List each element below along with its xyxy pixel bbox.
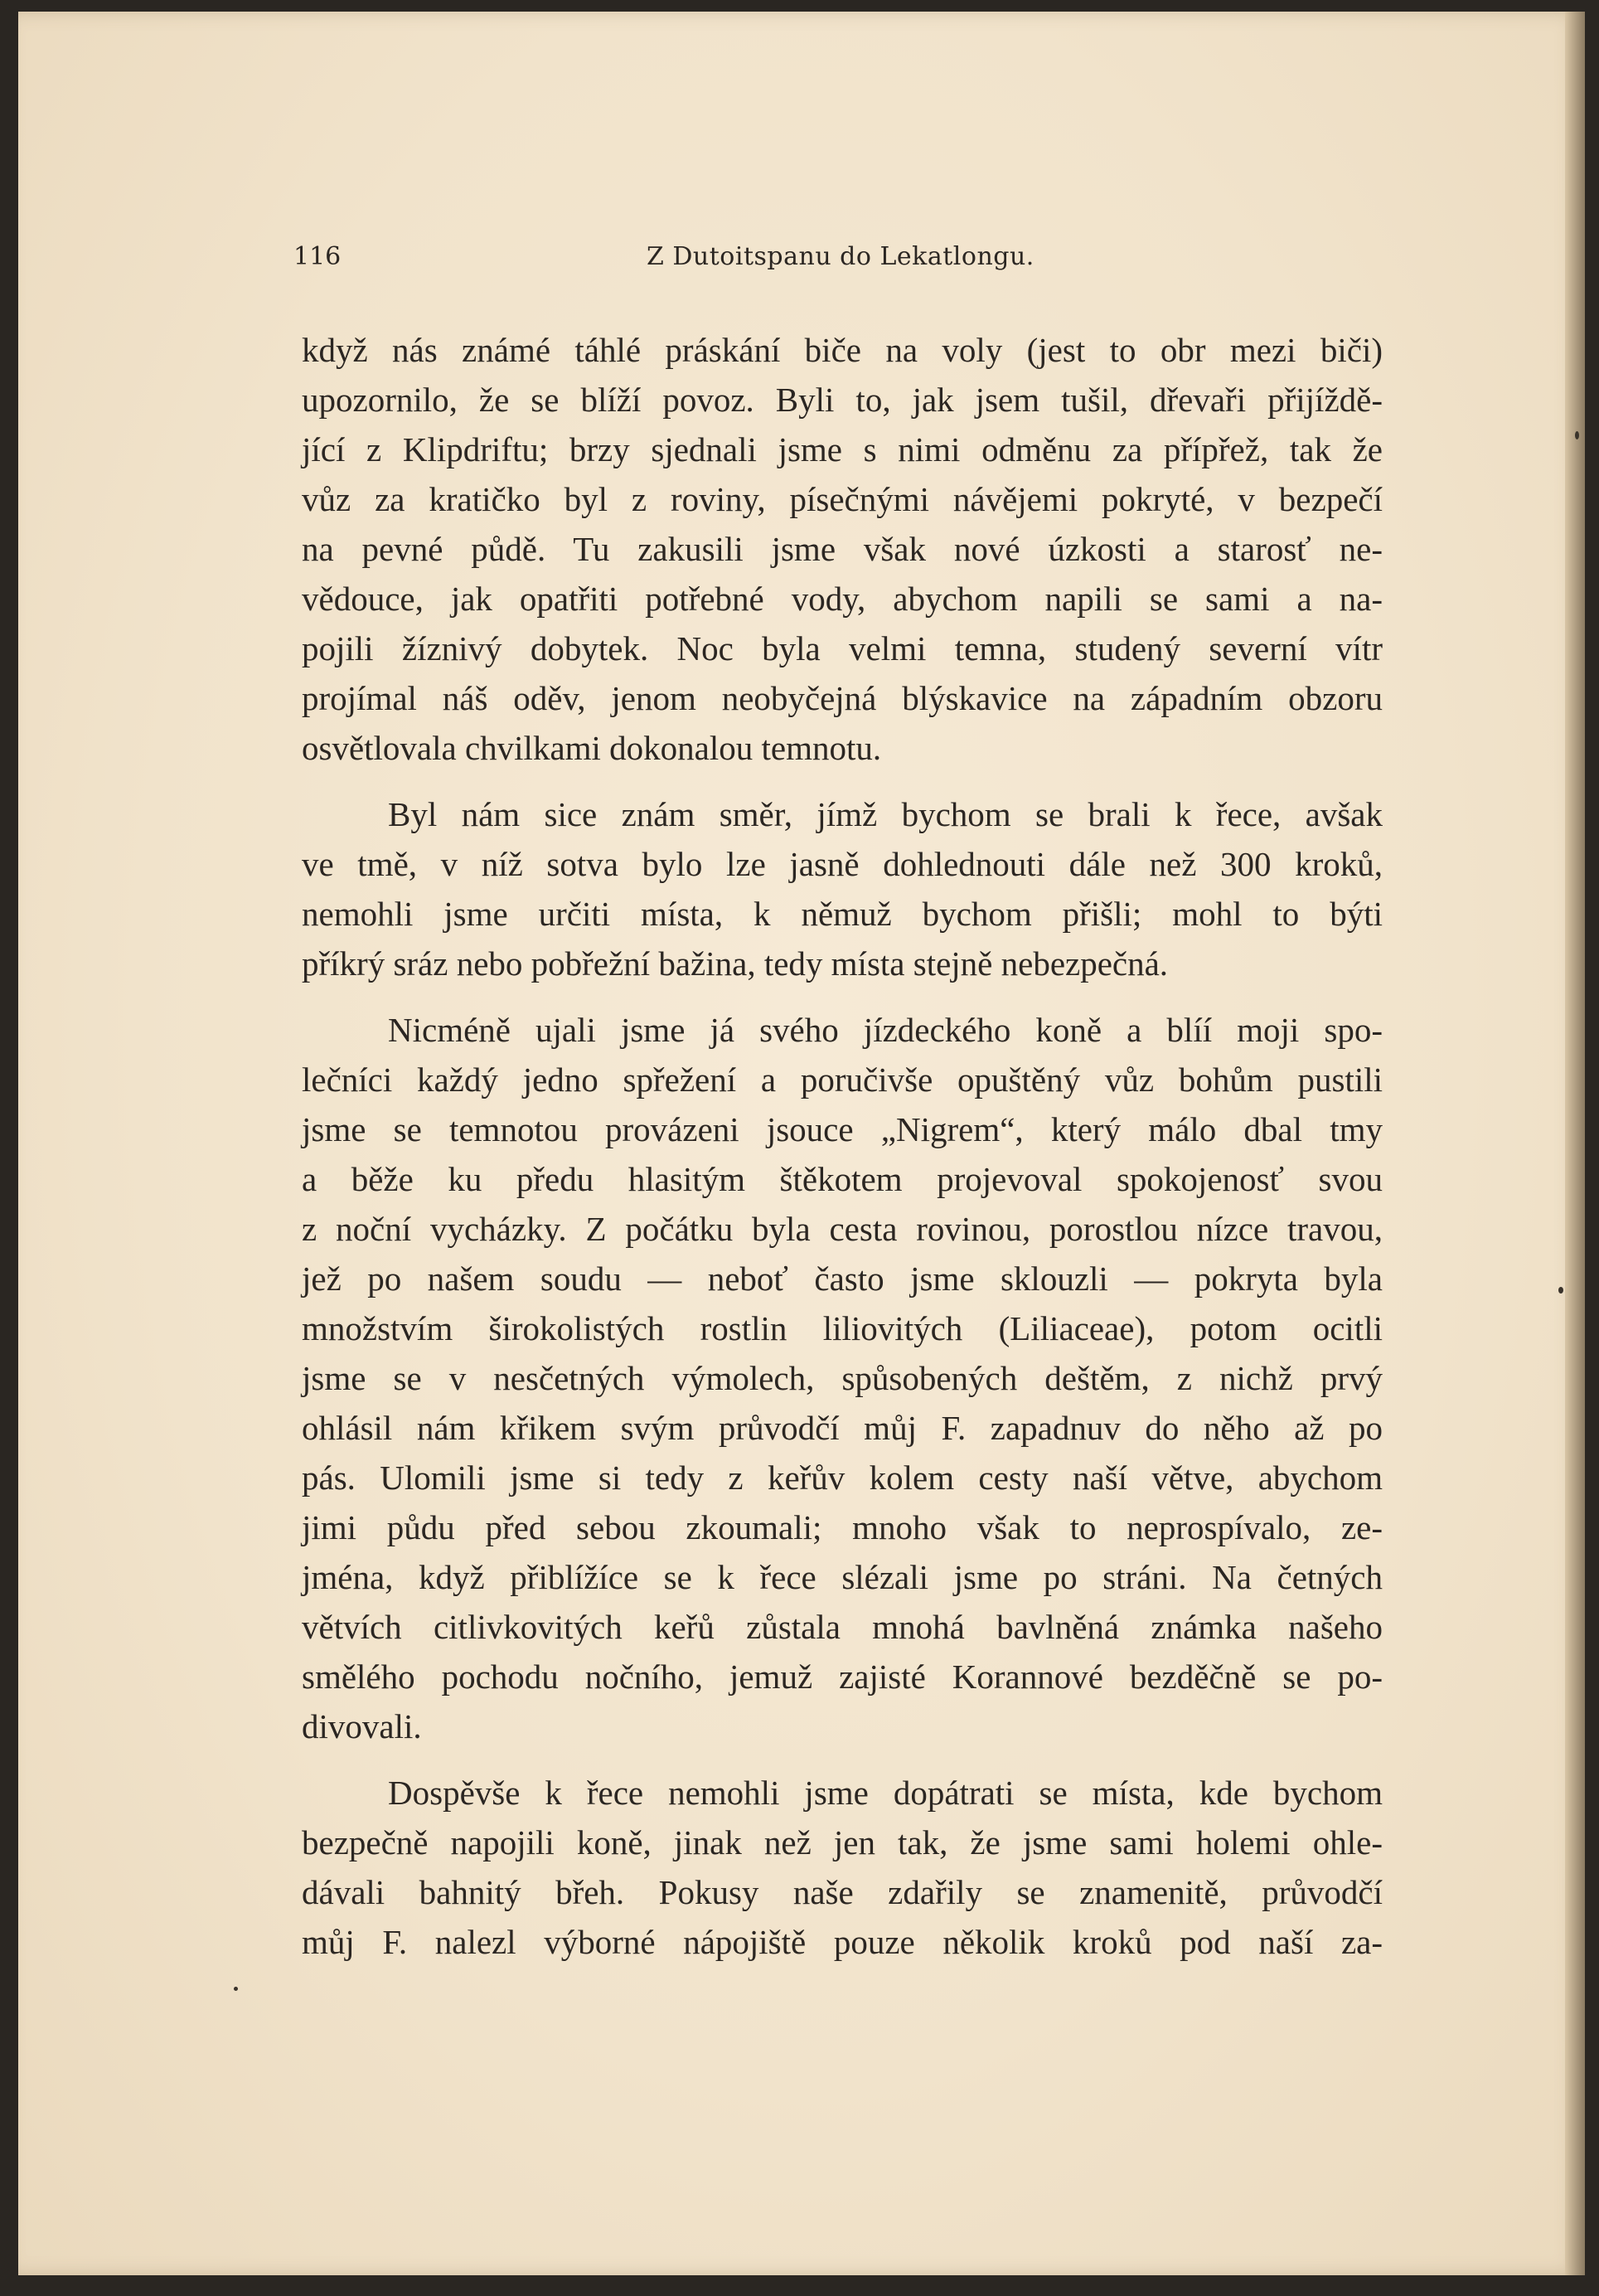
- paper-speck: [234, 1987, 238, 1991]
- text-line: ve tmě, v níž sotva bylo lze jasně dohlednouti dále než 300 kroků,: [302, 845, 1383, 883]
- text-line: ohlásil nám křikem svým průvodčí můj F. zapadnuv do něho až po: [302, 1409, 1383, 1447]
- text-line: projímal náš oděv, jenom neobyčejná blýskavice na západním obzoru: [302, 679, 1383, 717]
- text-line: lečníci každý jedno spřežení a poručivše opuštěný vůz bohům pustili: [302, 1061, 1383, 1099]
- text-line: jména, když přiblížíce se k řece slézali jsme po stráni. Na četných: [302, 1558, 1383, 1596]
- text-line: jsme se v nesčetných výmolech, spůsobených deštěm, z nichž prvý: [302, 1359, 1383, 1397]
- page-number: 116: [293, 242, 342, 271]
- text-line: jimi půdu před sebou zkoumali; mnoho však to neprospívalo, ze-: [302, 1508, 1383, 1546]
- text-line: jící z Klipdriftu; brzy sjednali jsme s nimi odměnu za přípřež, tak že: [302, 430, 1383, 468]
- text-line: jež po našem soudu — neboť často jsme sklouzli — pokryta byla: [302, 1260, 1383, 1298]
- text-line: pás. Ulomili jsme si tedy z keřův kolem cesty naší větve, abychom: [302, 1459, 1383, 1497]
- paragraph-4: [302, 1768, 1383, 1967]
- text-line: můj F. nalezl výborné nápojiště pouze několik kroků pod naší za-: [302, 1923, 1383, 1961]
- paragraph-2: [302, 789, 1383, 988]
- text-line: množstvím širokolistých rostlin liliovitých (Liliaceae), potom ocitli: [302, 1309, 1383, 1347]
- text-line: vědouce, jak opatřiti potřebné vody, abychom napili se sami a na-: [302, 580, 1383, 618]
- text-line: nemohli jsme určiti místa, k němuž bychom přišli; mohl to býti: [302, 895, 1383, 933]
- text-line: a běže ku předu hlasitým štěkotem projevoval spokojenosť svou: [302, 1160, 1383, 1198]
- text-line: na pevné půdě. Tu zakusili jsme však nové úzkosti a starosť ne-: [302, 530, 1383, 568]
- paragraph-3: [302, 1005, 1383, 1751]
- text-line: upozornilo, že se blíží povoz. Byli to, jak jsem tušil, dřevaři přijíždě-: [302, 381, 1383, 419]
- running-header: [285, 242, 1384, 284]
- text-line: pojili žíznivý dobytek. Noc byla velmi temna, studený severní vítr: [302, 629, 1383, 667]
- text-line: vůz za kratičko byl z roviny, písečnými návějemi pokryté, v bezpečí: [302, 480, 1383, 518]
- text-line: osvětlovala chvilkami dokonalou temnotu.: [302, 729, 882, 767]
- text-line: Nicméně ujali jsme já svého jízdeckého koně a blíí moji spo-: [388, 1011, 1383, 1049]
- text-line: Dospěvše k řece nemohli jsme dopátrati se místa, kde bychom: [388, 1774, 1383, 1812]
- text-line: smělého pochodu nočního, jemuž zajisté Korannové bezděčně se po-: [302, 1658, 1383, 1696]
- text-line: větvích citlivkovitých keřů zůstala mnohá bavlněná známka našeho: [302, 1608, 1383, 1646]
- paper-speck: [1558, 1287, 1563, 1294]
- text-line: jsme se temnotou provázeni jsouce „Nigrem“, který málo dbal tmy: [302, 1110, 1383, 1148]
- text-line: příkrý sráz nebo pobřežní bažina, tedy místa stejně nebezpečná.: [302, 944, 1169, 983]
- text-line: Byl nám sice znám směr, jímž bychom se brali k řece, avšak: [388, 795, 1383, 833]
- body-text: [302, 325, 1383, 1983]
- text-line: bezpečně napojili koně, jinak než jen tak, že jsme sami holemi ohle-: [302, 1823, 1383, 1862]
- page-edge-shadow: [1565, 12, 1585, 2275]
- paragraph-1: [302, 325, 1383, 773]
- running-title: Z Dutoitspanu do Lekatlongu.: [647, 242, 1035, 271]
- text-line: z noční vycházky. Z počátku byla cesta rovinou, porostlou nízce travou,: [302, 1210, 1383, 1248]
- paper-speck: [1575, 431, 1579, 439]
- text-line: když nás známé táhlé práskání biče na voly (jest to obr mezi biči): [302, 331, 1383, 369]
- text-line: dávali bahnitý břeh. Pokusy naše zdařily se znamenitě, průvodčí: [302, 1873, 1383, 1911]
- text-line: divovali.: [302, 1707, 422, 1745]
